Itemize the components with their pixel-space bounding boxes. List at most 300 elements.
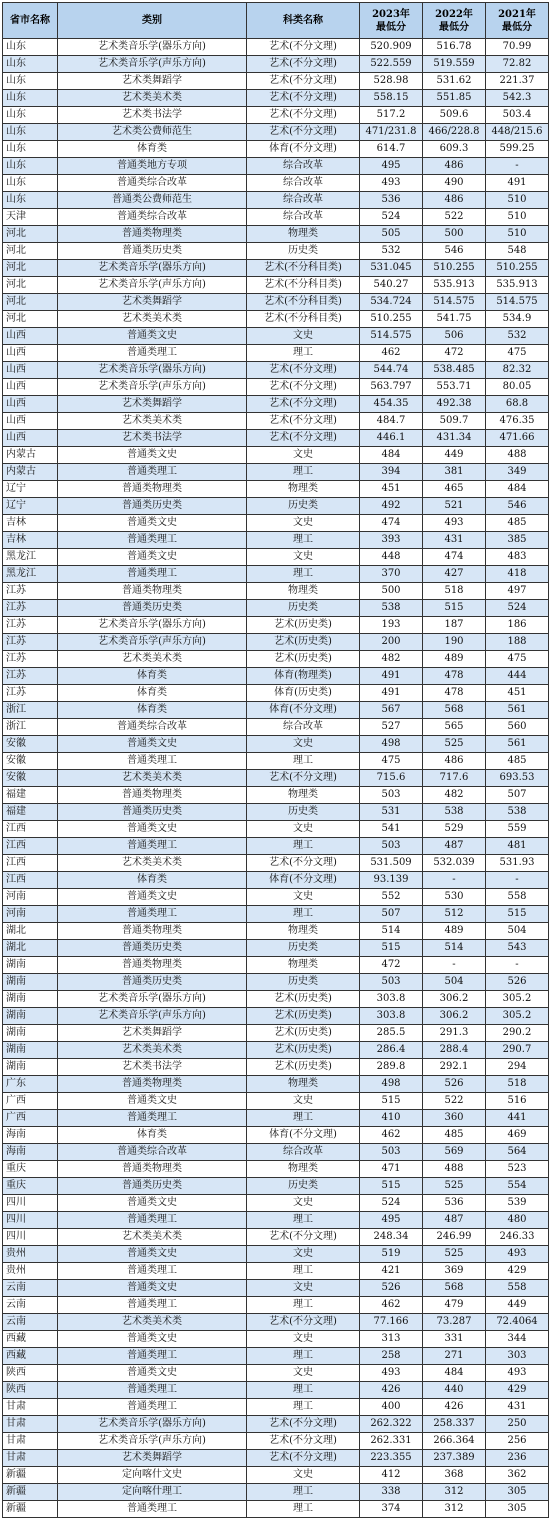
subject-cell: 综合改革 [247, 158, 360, 175]
score-2022-cell: 472 [423, 345, 486, 362]
score-2021-cell: 510 [486, 209, 549, 226]
table-row [3, 889, 549, 906]
province-cell: 陕西 [3, 1365, 58, 1382]
score-2023-cell: 536 [360, 192, 423, 209]
category-cell: 普通类理工 [58, 753, 247, 770]
score-2022-cell: 522 [423, 209, 486, 226]
subject-cell: 文史 [247, 549, 360, 566]
score-2021-cell: 236 [486, 1450, 549, 1467]
table-row [3, 617, 549, 634]
score-2022-cell: 312 [423, 1501, 486, 1518]
table-row [3, 226, 549, 243]
score-2023-cell: 248.34 [360, 1229, 423, 1246]
category-cell: 艺术类音乐学(声乐方向) [58, 634, 247, 651]
category-cell: 普通类物理类 [58, 923, 247, 940]
category-cell: 艺术类音乐学(声乐方向) [58, 1433, 247, 1450]
subject-cell: 物理类 [247, 583, 360, 600]
score-2021-cell: 449 [486, 1297, 549, 1314]
score-2022-cell: 485 [423, 1127, 486, 1144]
score-2022-cell: 291.3 [423, 1025, 486, 1042]
score-2023-cell: 531 [360, 804, 423, 821]
score-2023-cell: 303.8 [360, 1008, 423, 1025]
score-2022-cell: 427 [423, 566, 486, 583]
score-2023-cell: 421 [360, 1263, 423, 1280]
subject-cell: 艺术(不分文理) [247, 107, 360, 124]
category-cell: 普通类历史类 [58, 498, 247, 515]
province-cell: 山西 [3, 430, 58, 447]
score-2021-cell: 510 [486, 226, 549, 243]
score-2022-cell: 73.287 [423, 1314, 486, 1331]
table-row [3, 1042, 549, 1059]
province-cell: 湖北 [3, 940, 58, 957]
table-row [3, 243, 549, 260]
score-2023-cell: 515 [360, 1093, 423, 1110]
score-2022-cell: 509.7 [423, 413, 486, 430]
subject-cell: 体育(不分文理) [247, 1127, 360, 1144]
province-cell: 江西 [3, 855, 58, 872]
score-2021-cell: 493 [486, 1365, 549, 1382]
table-row [3, 787, 549, 804]
subject-cell: 文史 [247, 736, 360, 753]
score-2022-cell: 426 [423, 1399, 486, 1416]
category-cell: 艺术类公费师范生 [58, 124, 247, 141]
score-2023-cell: 524 [360, 1195, 423, 1212]
subject-cell: 艺术(不分文理) [247, 1416, 360, 1433]
category-cell: 普通类文史 [58, 1280, 247, 1297]
category-cell: 普通类理工 [58, 1382, 247, 1399]
score-2021-cell: 429 [486, 1382, 549, 1399]
province-cell: 安徽 [3, 736, 58, 753]
category-cell: 艺术类音乐学(声乐方向) [58, 379, 247, 396]
province-cell: 山东 [3, 141, 58, 158]
score-2021-cell: 469 [486, 1127, 549, 1144]
score-2022-cell: 565 [423, 719, 486, 736]
score-2023-cell: 492 [360, 498, 423, 515]
province-cell: 河南 [3, 906, 58, 923]
category-cell: 艺术类美术类 [58, 311, 247, 328]
table-row [3, 294, 549, 311]
score-2023-cell: 531.045 [360, 260, 423, 277]
score-2023-cell: 400 [360, 1399, 423, 1416]
score-2021-cell: 561 [486, 702, 549, 719]
category-cell: 普通类文史 [58, 1365, 247, 1382]
table-row [3, 736, 549, 753]
table-row [3, 141, 549, 158]
province-cell: 江苏 [3, 685, 58, 702]
province-cell: 新疆 [3, 1467, 58, 1484]
score-2023-cell: 93.139 [360, 872, 423, 889]
score-2021-cell: 558 [486, 1280, 549, 1297]
header-2022-year: 2022年 [435, 8, 473, 20]
score-2022-cell: - [423, 957, 486, 974]
table-row [3, 770, 549, 787]
province-cell: 湖南 [3, 991, 58, 1008]
score-2022-cell: 515 [423, 600, 486, 617]
score-2022-cell: 535.913 [423, 277, 486, 294]
subject-cell: 文史 [247, 328, 360, 345]
subject-cell: 体育(不分文理) [247, 141, 360, 158]
province-cell: 安徽 [3, 753, 58, 770]
category-cell: 普通类理工 [58, 906, 247, 923]
score-2023-cell: 517.2 [360, 107, 423, 124]
score-2022-cell: 532.039 [423, 855, 486, 872]
table-row [3, 532, 549, 549]
category-cell: 普通类理工 [58, 1263, 247, 1280]
score-2023-cell: 531.509 [360, 855, 423, 872]
score-2023-cell: 538 [360, 600, 423, 617]
subject-cell: 文史 [247, 1280, 360, 1297]
table-row [3, 600, 549, 617]
province-cell: 海南 [3, 1144, 58, 1161]
subject-cell: 物理类 [247, 226, 360, 243]
category-cell: 普通类物理类 [58, 1076, 247, 1093]
score-2021-cell: 484 [486, 481, 549, 498]
header-2022-min: 最低分 [439, 21, 469, 33]
score-2022-cell: 510.255 [423, 260, 486, 277]
score-2022-cell: 500 [423, 226, 486, 243]
score-2022-cell: 474 [423, 549, 486, 566]
table-row [3, 1008, 549, 1025]
score-2023-cell: 223.355 [360, 1450, 423, 1467]
province-cell: 湖南 [3, 1008, 58, 1025]
score-2023-cell: 446.1 [360, 430, 423, 447]
score-2022-cell: 331 [423, 1331, 486, 1348]
score-2021-cell: 543 [486, 940, 549, 957]
score-2023-cell: 526 [360, 1280, 423, 1297]
score-2021-cell: 471.66 [486, 430, 549, 447]
score-2022-cell: 187 [423, 617, 486, 634]
score-2022-cell: 538 [423, 804, 486, 821]
table-row [3, 566, 549, 583]
province-cell: 山西 [3, 396, 58, 413]
score-2021-cell: - [486, 872, 549, 889]
score-2021-cell: 504 [486, 923, 549, 940]
score-2022-cell: 489 [423, 651, 486, 668]
score-2022-cell: 190 [423, 634, 486, 651]
province-cell: 江苏 [3, 634, 58, 651]
score-2021-cell: 693.53 [486, 770, 549, 787]
score-2023-cell: 484.7 [360, 413, 423, 430]
category-cell: 普通类文史 [58, 1195, 247, 1212]
province-cell: 云南 [3, 1314, 58, 1331]
subject-cell: 物理类 [247, 787, 360, 804]
score-2021-cell: 475 [486, 651, 549, 668]
category-cell: 定向喀什文史 [58, 1467, 247, 1484]
province-cell: 黑龙江 [3, 549, 58, 566]
score-2023-cell: 472 [360, 957, 423, 974]
category-cell: 普通类文史 [58, 821, 247, 838]
score-2023-cell: 393 [360, 532, 423, 549]
province-cell: 贵州 [3, 1246, 58, 1263]
subject-cell: 艺术(不分科目类) [247, 260, 360, 277]
province-cell: 山东 [3, 56, 58, 73]
table-row [3, 498, 549, 515]
score-2021-cell: 221.37 [486, 73, 549, 90]
subject-cell: 历史类 [247, 243, 360, 260]
subject-cell: 艺术(历史类) [247, 634, 360, 651]
province-cell: 天津 [3, 209, 58, 226]
province-cell: 辽宁 [3, 481, 58, 498]
province-cell: 西藏 [3, 1348, 58, 1365]
score-2023-cell: 552 [360, 889, 423, 906]
score-2021-cell: 451 [486, 685, 549, 702]
table-row [3, 1195, 549, 1212]
score-2023-cell: 519 [360, 1246, 423, 1263]
header-2021-min: 最低分 [502, 21, 532, 33]
score-2023-cell: 374 [360, 1501, 423, 1518]
score-2021-cell: 72.4064 [486, 1314, 549, 1331]
province-cell: 山东 [3, 107, 58, 124]
score-2021-cell: 349 [486, 464, 549, 481]
table-row [3, 583, 549, 600]
table-row [3, 515, 549, 532]
category-cell: 艺术类美术类 [58, 1229, 247, 1246]
score-2021-cell: 497 [486, 583, 549, 600]
table-row [3, 923, 549, 940]
score-2022-cell: 306.2 [423, 1008, 486, 1025]
table-row [3, 1416, 549, 1433]
score-2021-cell: 539 [486, 1195, 549, 1212]
table-row [3, 1263, 549, 1280]
table-row [3, 107, 549, 124]
score-2021-cell: 70.99 [486, 39, 549, 56]
category-cell: 普通类理工 [58, 1297, 247, 1314]
score-2021-cell: 526 [486, 974, 549, 991]
table-row [3, 1178, 549, 1195]
table-row [3, 1331, 549, 1348]
score-2022-cell: 521 [423, 498, 486, 515]
score-2022-cell: 431 [423, 532, 486, 549]
province-cell: 四川 [3, 1212, 58, 1229]
province-cell: 山东 [3, 124, 58, 141]
subject-cell: 物理类 [247, 957, 360, 974]
subject-cell: 艺术(历史类) [247, 1008, 360, 1025]
category-cell: 普通类物理类 [58, 481, 247, 498]
score-2021-cell: 531.93 [486, 855, 549, 872]
category-cell: 普通类历史类 [58, 1178, 247, 1195]
table-row [3, 447, 549, 464]
category-cell: 艺术类音乐学(声乐方向) [58, 1008, 247, 1025]
score-2021-cell: 480 [486, 1212, 549, 1229]
table-row [3, 209, 549, 226]
score-2023-cell: 258 [360, 1348, 423, 1365]
score-2023-cell: 491 [360, 668, 423, 685]
table-row [3, 328, 549, 345]
category-cell: 普通类文史 [58, 736, 247, 753]
score-2021-cell: 510.255 [486, 260, 549, 277]
subject-cell: 艺术(不分科目类) [247, 277, 360, 294]
province-cell: 山东 [3, 175, 58, 192]
category-cell: 普通类理工 [58, 838, 247, 855]
category-cell: 普通类文史 [58, 1331, 247, 1348]
score-2022-cell: 478 [423, 685, 486, 702]
category-cell: 普通类文史 [58, 1093, 247, 1110]
score-2023-cell: 454.35 [360, 396, 423, 413]
score-2021-cell: 507 [486, 787, 549, 804]
province-cell: 四川 [3, 1195, 58, 1212]
score-2021-cell: 510 [486, 192, 549, 209]
subject-cell: 文史 [247, 1365, 360, 1382]
score-2023-cell: 510.255 [360, 311, 423, 328]
score-2022-cell: 312 [423, 1484, 486, 1501]
category-cell: 艺术类音乐学(器乐方向) [58, 1416, 247, 1433]
score-2021-cell: 475 [486, 345, 549, 362]
score-2023-cell: 541 [360, 821, 423, 838]
province-cell: 陕西 [3, 1382, 58, 1399]
province-cell: 云南 [3, 1280, 58, 1297]
category-cell: 体育类 [58, 1127, 247, 1144]
province-cell: 广西 [3, 1093, 58, 1110]
score-2022-cell: 271 [423, 1348, 486, 1365]
table-row [3, 1161, 549, 1178]
score-2023-cell: 193 [360, 617, 423, 634]
table-row [3, 192, 549, 209]
score-2021-cell: 290.2 [486, 1025, 549, 1042]
score-2022-cell: 246.99 [423, 1229, 486, 1246]
category-cell: 艺术类美术类 [58, 413, 247, 430]
table-row [3, 1501, 549, 1518]
subject-cell: 艺术(不分文理) [247, 90, 360, 107]
score-2023-cell: 412 [360, 1467, 423, 1484]
score-2021-cell: 538 [486, 804, 549, 821]
subject-cell: 体育(物理类) [247, 668, 360, 685]
score-2022-cell: 489 [423, 923, 486, 940]
subject-cell: 文史 [247, 1195, 360, 1212]
province-cell: 内蒙古 [3, 447, 58, 464]
subject-cell: 理工 [247, 566, 360, 583]
table-row [3, 260, 549, 277]
score-2021-cell: 546 [486, 498, 549, 515]
score-2022-cell: 487 [423, 1212, 486, 1229]
category-cell: 普通类历史类 [58, 940, 247, 957]
table-row [3, 175, 549, 192]
score-2021-cell: 186 [486, 617, 549, 634]
table-row [3, 1433, 549, 1450]
score-2023-cell: 528.98 [360, 73, 423, 90]
category-cell: 普通类理工 [58, 1110, 247, 1127]
category-cell: 定向喀什理工 [58, 1484, 247, 1501]
score-2022-cell: 525 [423, 736, 486, 753]
score-2021-cell: 441 [486, 1110, 549, 1127]
subject-cell: 理工 [247, 345, 360, 362]
province-cell: 湖南 [3, 957, 58, 974]
category-cell: 艺术类舞蹈学 [58, 73, 247, 90]
subject-cell: 艺术(不分科目类) [247, 311, 360, 328]
score-2023-cell: 394 [360, 464, 423, 481]
score-2021-cell: 558 [486, 889, 549, 906]
category-cell: 艺术类书法学 [58, 1059, 247, 1076]
category-cell: 艺术类音乐学(声乐方向) [58, 277, 247, 294]
subject-cell: 历史类 [247, 940, 360, 957]
province-cell: 吉林 [3, 515, 58, 532]
score-2022-cell: 465 [423, 481, 486, 498]
table-row [3, 73, 549, 90]
score-2021-cell: 485 [486, 515, 549, 532]
score-2022-cell: 525 [423, 1246, 486, 1263]
score-2021-cell: 559 [486, 821, 549, 838]
score-2023-cell: 544.74 [360, 362, 423, 379]
province-cell: 吉林 [3, 532, 58, 549]
subject-cell: 体育(历史类) [247, 685, 360, 702]
table-row [3, 940, 549, 957]
score-2021-cell: 554 [486, 1178, 549, 1195]
category-cell: 普通类物理类 [58, 957, 247, 974]
province-cell: 江西 [3, 821, 58, 838]
score-2023-cell: 563.797 [360, 379, 423, 396]
province-cell: 江苏 [3, 668, 58, 685]
table-row [3, 1076, 549, 1093]
province-cell: 福建 [3, 787, 58, 804]
subject-cell: 艺术(不分文理) [247, 430, 360, 447]
table-row [3, 855, 549, 872]
score-2021-cell: 294 [486, 1059, 549, 1076]
score-2021-cell: 503.4 [486, 107, 549, 124]
category-cell: 艺术类舞蹈学 [58, 396, 247, 413]
province-cell: 浙江 [3, 702, 58, 719]
table-row [3, 1144, 549, 1161]
table-row [3, 158, 549, 175]
score-2022-cell: 506 [423, 328, 486, 345]
subject-cell: 艺术(历史类) [247, 651, 360, 668]
subject-cell: 综合改革 [247, 719, 360, 736]
subject-cell: 文史 [247, 1093, 360, 1110]
province-cell: 甘肃 [3, 1433, 58, 1450]
score-2022-cell: 487 [423, 838, 486, 855]
score-2023-cell: 495 [360, 1212, 423, 1229]
category-cell: 普通类综合改革 [58, 175, 247, 192]
subject-cell: 艺术(不分文理) [247, 413, 360, 430]
table-row [3, 362, 549, 379]
category-cell: 艺术类美术类 [58, 90, 247, 107]
score-2021-cell: 256 [486, 1433, 549, 1450]
province-cell: 江苏 [3, 600, 58, 617]
category-cell: 普通类地方专项 [58, 158, 247, 175]
header-row [3, 3, 549, 39]
category-cell: 艺术类美术类 [58, 855, 247, 872]
table-row [3, 124, 549, 141]
subject-cell: 艺术(历史类) [247, 1042, 360, 1059]
table-row [3, 872, 549, 889]
table-row [3, 1212, 549, 1229]
subject-cell: 理工 [247, 1263, 360, 1280]
subject-cell: 综合改革 [247, 192, 360, 209]
province-cell: 湖南 [3, 1042, 58, 1059]
table-row [3, 957, 549, 974]
score-2022-cell: 504 [423, 974, 486, 991]
table-row [3, 1246, 549, 1263]
province-cell: 江苏 [3, 617, 58, 634]
score-2021-cell: 290.7 [486, 1042, 549, 1059]
subject-cell: 文史 [247, 1331, 360, 1348]
score-2021-cell: 188 [486, 634, 549, 651]
category-cell: 艺术类舞蹈学 [58, 294, 247, 311]
province-cell: 山西 [3, 413, 58, 430]
score-2023-cell: 514.575 [360, 328, 423, 345]
score-2022-cell: 514 [423, 940, 486, 957]
score-2023-cell: 514 [360, 923, 423, 940]
province-cell: 河北 [3, 311, 58, 328]
score-2022-cell: 509.6 [423, 107, 486, 124]
category-cell: 艺术类美术类 [58, 651, 247, 668]
score-2021-cell: 429 [486, 1263, 549, 1280]
score-2022-cell: 490 [423, 175, 486, 192]
province-cell: 甘肃 [3, 1399, 58, 1416]
header-2023-min: 最低分 [376, 21, 406, 33]
subject-cell: 艺术(不分文理) [247, 39, 360, 56]
subject-cell: 理工 [247, 1382, 360, 1399]
score-2021-cell: 444 [486, 668, 549, 685]
score-2023-cell: 462 [360, 1127, 423, 1144]
